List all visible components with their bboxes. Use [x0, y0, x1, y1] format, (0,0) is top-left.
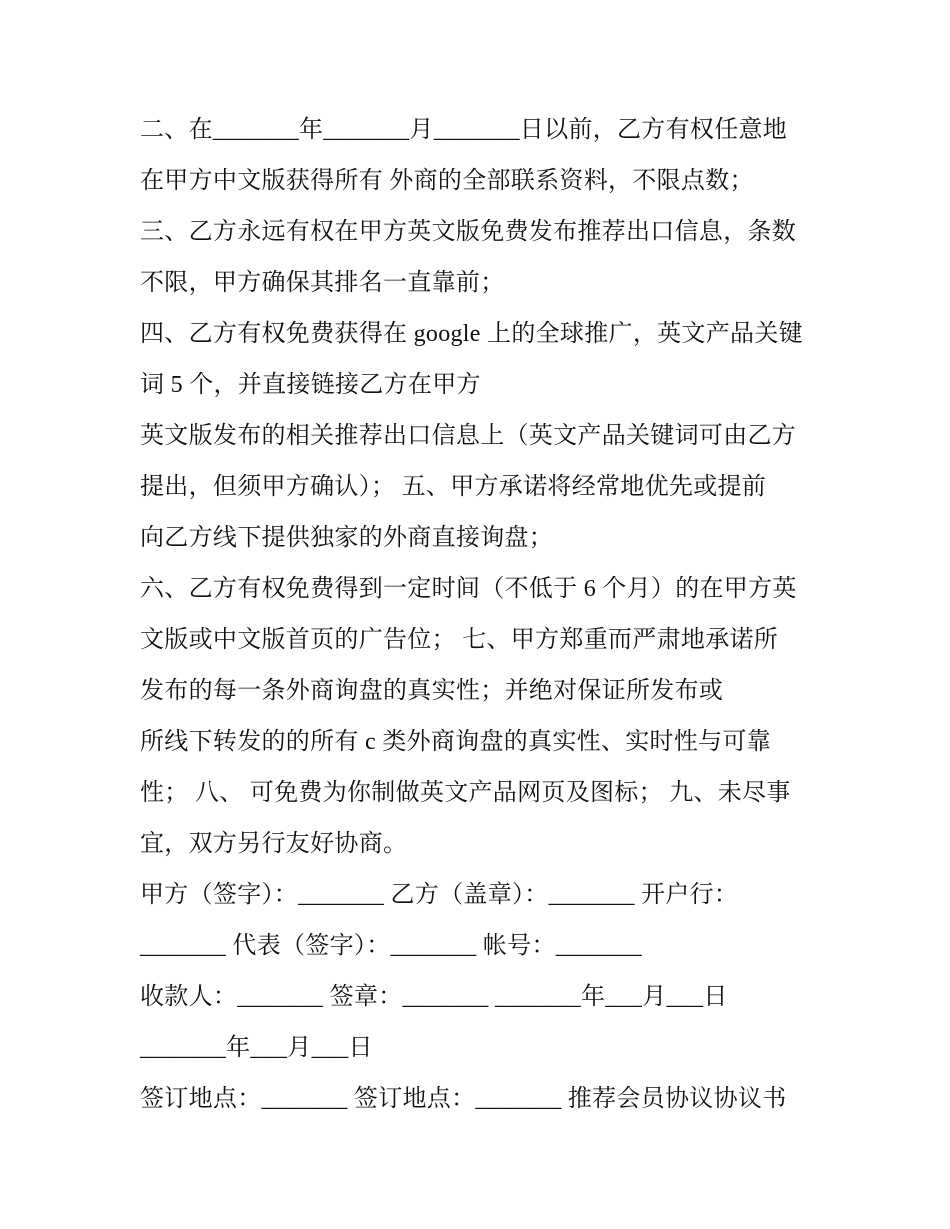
signature-line-3: 收款人：_______ 签章：_______ _______年___月___日 — [140, 984, 728, 1010]
clause-7-line-1: 文版或中文版首页的广告位； 七、甲方郑重而严肃地承诺所 — [140, 627, 779, 653]
signature-line-2: _______ 代表（签字）：_______ 帐号：_______ — [140, 933, 642, 959]
clause-2-line-2: 在甲方中文版获得所有 外商的全部联系资料，不限点数； — [140, 168, 754, 194]
signature-line-1: 甲方（签字）：_______ 乙方（盖章）：_______ 开户行： — [140, 882, 739, 908]
clause-5-line-1: 提出，但须甲方确认）； 五、甲方承诺将经常地优先或提前 — [140, 474, 767, 500]
clause-5-line-2: 向乙方线下提供独家的外商直接询盘； — [140, 525, 554, 551]
date-line: _______年___月___日 — [140, 1035, 373, 1061]
clause-7-line-3: 所线下转发的的所有 c 类外商询盘的真实性、实时性与可靠 — [140, 729, 772, 755]
clause-8-line: 性； 八、 可免费为你制做英文产品网页及图标； 九、未尽事 — [140, 780, 791, 806]
clause-3-line-2: 不限，甲方确保其排名一直靠前； — [140, 270, 505, 296]
clause-3-line-1: 三、乙方永远有权在甲方英文版免费发布推荐出口信息，条数 — [140, 219, 797, 245]
clause-7-line-2: 发布的每一条外商询盘的真实性；并绝对保证所发布或 — [140, 678, 724, 704]
clause-4-line-3: 英文版发布的相关推荐出口信息上（英文产品关键词可由乙方 — [140, 423, 797, 449]
clause-4-line-2: 词 5 个，并直接链接乙方在甲方 — [140, 372, 481, 398]
clause-9-line: 宜，双方另行友好协商。 — [140, 831, 408, 857]
clause-4-line-1: 四、乙方有权免费获得在 google 上的全球推广，英文产品关键 — [140, 321, 803, 347]
clause-6-line-1: 六、乙方有权免费得到一定时间（不低于 6 个月）的在甲方英 — [140, 576, 797, 602]
signing-location-line: 签订地点：_______ 签订地点：_______ 推荐会员协议协议书 — [140, 1086, 787, 1112]
clause-2-line-1: 二、在_______年_______月_______日以前，乙方有权任意地 — [140, 117, 788, 143]
